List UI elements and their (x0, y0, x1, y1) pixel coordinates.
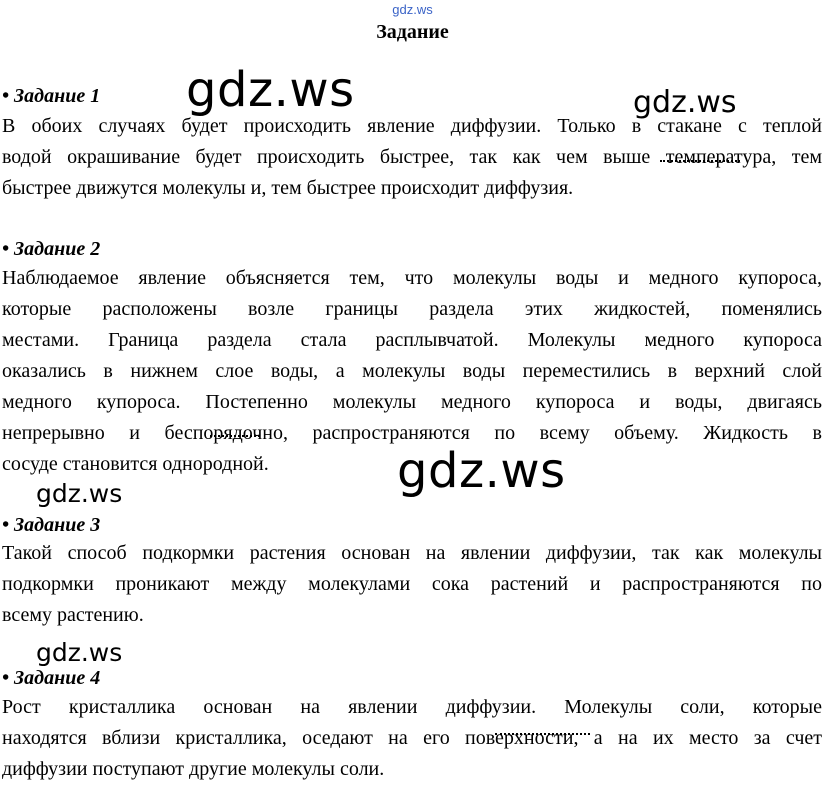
watermark: gdz.ws (397, 443, 566, 499)
task-3-text (2, 538, 822, 631)
page-title: Задание (376, 21, 449, 43)
text-line: водой окрашивание будет происходить быстрее, так как чем выше температура, тем (2, 146, 822, 168)
text-line: оказались в нижнем слое воды, а молекулы воды переместились в верхний слой (2, 360, 822, 382)
text-line: находятся вблизи кристаллика, оседают на его поверхности, а на их место за счет (2, 727, 822, 749)
task-3-heading: • Задание 3 (2, 514, 101, 536)
watermark: gdz.ws (36, 638, 123, 667)
scan-artifact (660, 160, 740, 162)
text-line: которые расположены возле границы раздела этих жидкостей, поменялись (2, 298, 822, 320)
text-line: местами. Граница раздела стала расплывчатой. Молекулы медного купороса (2, 329, 822, 351)
task-4-text (2, 692, 822, 785)
task-1-text (2, 111, 822, 204)
text-line: Наблюдаемое явление объясняется тем, что молекулы воды и медного купороса, (2, 267, 822, 289)
watermark: gdz.ws (186, 62, 355, 118)
scan-artifact (495, 733, 590, 735)
text-line: сосуде становится однородной. (2, 453, 269, 475)
site-watermark-link[interactable]: gdz.ws (392, 2, 433, 17)
text-line: Такой способ подкормки растения основан на явлении диффузии, так как молекулы (2, 542, 822, 564)
text-line: подкормки проникают между молекулами сока растений и распространяются по (2, 573, 822, 595)
task-1-heading: • Задание 1 (2, 85, 101, 107)
scan-artifact (210, 435, 260, 437)
text-line: В обоих случаях будет происходить явление диффузии. Только в стакане с теплой (2, 115, 822, 137)
text-line: непрерывно и беспорядочно, распространяются по всему объему. Жидкость в (2, 422, 822, 444)
text-line: всему растению. (2, 604, 144, 626)
text-line: диффузии поступают другие молекулы соли. (2, 758, 385, 780)
task-4-heading: • Задание 4 (2, 667, 101, 689)
text-line: Рост кристаллика основан на явлении диффузии. Молекулы соли, которые (2, 696, 822, 718)
text-line: медного купороса. Постепенно молекулы медного купороса и воды, двигаясь (2, 391, 822, 413)
task-2-heading: • Задание 2 (2, 238, 101, 260)
text-line: быстрее движутся молекулы и, тем быстрее происходит диффузия. (2, 177, 574, 199)
watermark: gdz.ws (633, 85, 737, 120)
watermark: gdz.ws (36, 479, 123, 508)
